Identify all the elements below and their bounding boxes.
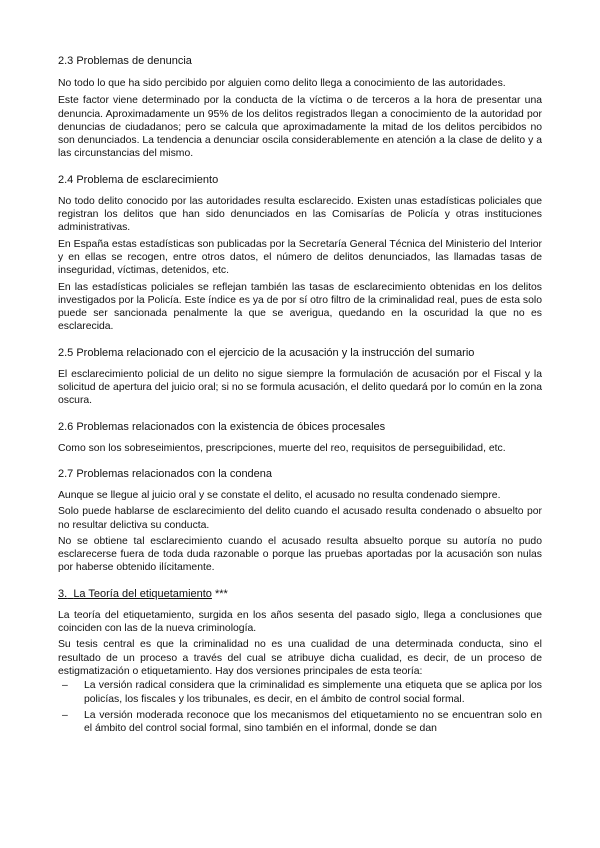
theory-heading-underlined: [58, 588, 212, 600]
section-heading-2-6: 2.6 Problemas relacionados con la existencia de óbices procesales: [58, 420, 386, 433]
section-heading-2-3: 2.3 Problemas de denuncia: [58, 55, 192, 67]
theory-heading: [58, 587, 542, 601]
paragraph: En España estas estadísticas son publicadas por la Secretaría General Técnica del Ministerio del Interior y en ellas se recogen, entre otros datos, el número de delitos denunciados, las llamadas tasas de inseguridad, víctimas, detenidos, etc.: [58, 238, 542, 277]
paragraph: Como son los sobreseimientos, prescripciones, muerte del reo, requisitos de perseguibilidad, etc.: [58, 442, 506, 454]
theory-stars: ***: [211, 587, 228, 600]
section-heading-2-4: 2.4 Problema de esclarecimiento: [58, 173, 219, 186]
paragraph: Solo puede hablarse de esclarecimiento del delito cuando el acusado resulta condenado o absuelto por no resultar delictiva su conducta.: [58, 506, 542, 531]
paragraph: Su tesis central es que la criminalidad no es una cualidad de una determinada conducta, sino el resultado de un proceso a través del cual se atribuye dicha cualidad, es decir, de un proceso de estigmatización o etiquetamiento. Hay dos versiones principales de esta teoría:: [58, 639, 542, 677]
paragraph: No se obtiene tal esclarecimiento cuando el acusado resulta absuelto porque su autoría no pudo esclarecerse fuera de toda duda razonable o porque las pruebas aportadas por la acusación son nulas por haberse obtenido ilícitamente.: [58, 535, 542, 574]
section-heading-2-5: 2.5 Problema relacionado con el ejercicio de la acusación y la instrucción del sumario: [58, 346, 475, 359]
theory-versions-list: [58, 679, 542, 735]
paragraph: Aunque se llegue al juicio oral y se constate el delito, el acusado no resulta condenado siempre.: [58, 489, 501, 501]
paragraph: No todo delito conocido por las autoridades resulta esclarecido. Existen unas estadísticas policiales que registran los delitos que han sido denunciados en las Comisarías de Policía y otras instituciones administrativas.: [58, 195, 542, 234]
paragraph: No todo lo que ha sido percibido por alguien como delito llega a conocimiento de las autoridades.: [58, 78, 506, 89]
paragraph: El esclarecimiento policial de un delito no sigue siempre la formulación de acusación por el Fiscal y la solicitud de apertura del juicio oral; si no se formula acusación, el delito quedará por lo común en la zona oscura.: [58, 368, 542, 407]
list-item-text: La versión radical considera que la criminalidad es simplemente una etiqueta que se aplica por los policías, los fiscales y los tribunales, es decir, en el ámbito de control social formal.: [84, 680, 542, 705]
theory-number: 3.: [58, 587, 68, 600]
list-item: [58, 679, 542, 706]
paragraph: En las estadísticas policiales se reflejan también las tasas de esclarecimiento obtenidas en los delitos investigados por la Policía. Este índice es ya de por sí otro filtro de la criminalidad real, pues de esta solo puede ser sancionada penalmente la que se averigua, quedando en la oscuridad la que no es esclarecida.: [58, 281, 542, 333]
paragraph: La teoría del etiquetamiento, surgida en los años sesenta del pasado siglo, llega a conclusiones que coinciden con las de la nueva criminología.: [58, 609, 542, 635]
paragraph: Este factor viene determinado por la conducta de la víctima o de terceros a la hora de presentar una denuncia. Aproximadamente un 95% de los delitos registrados llegan a conocimiento de la autoridad por denuncias de ciudadanos; pero se calcula que aproximadamente la mitad de los delitos percibidos no son denunciados. La tendencia a denunciar oscila considerablemente en atención a la clase de delito y a las circunstancias del mismo.: [58, 95, 542, 160]
section-heading-2-7: 2.7 Problemas relacionados con la condena: [58, 467, 273, 480]
dash-bullet: –: [62, 709, 68, 721]
list-item-text: La versión moderada reconoce que los mecanismos del etiquetamiento no se encuentran solo en el ámbito del control social formal, sino también en el informal, donde se dan: [84, 709, 542, 735]
list-item: [58, 709, 542, 736]
theory-title: La Teoría del etiquetamiento: [73, 587, 212, 600]
dash-bullet: –: [62, 680, 68, 692]
